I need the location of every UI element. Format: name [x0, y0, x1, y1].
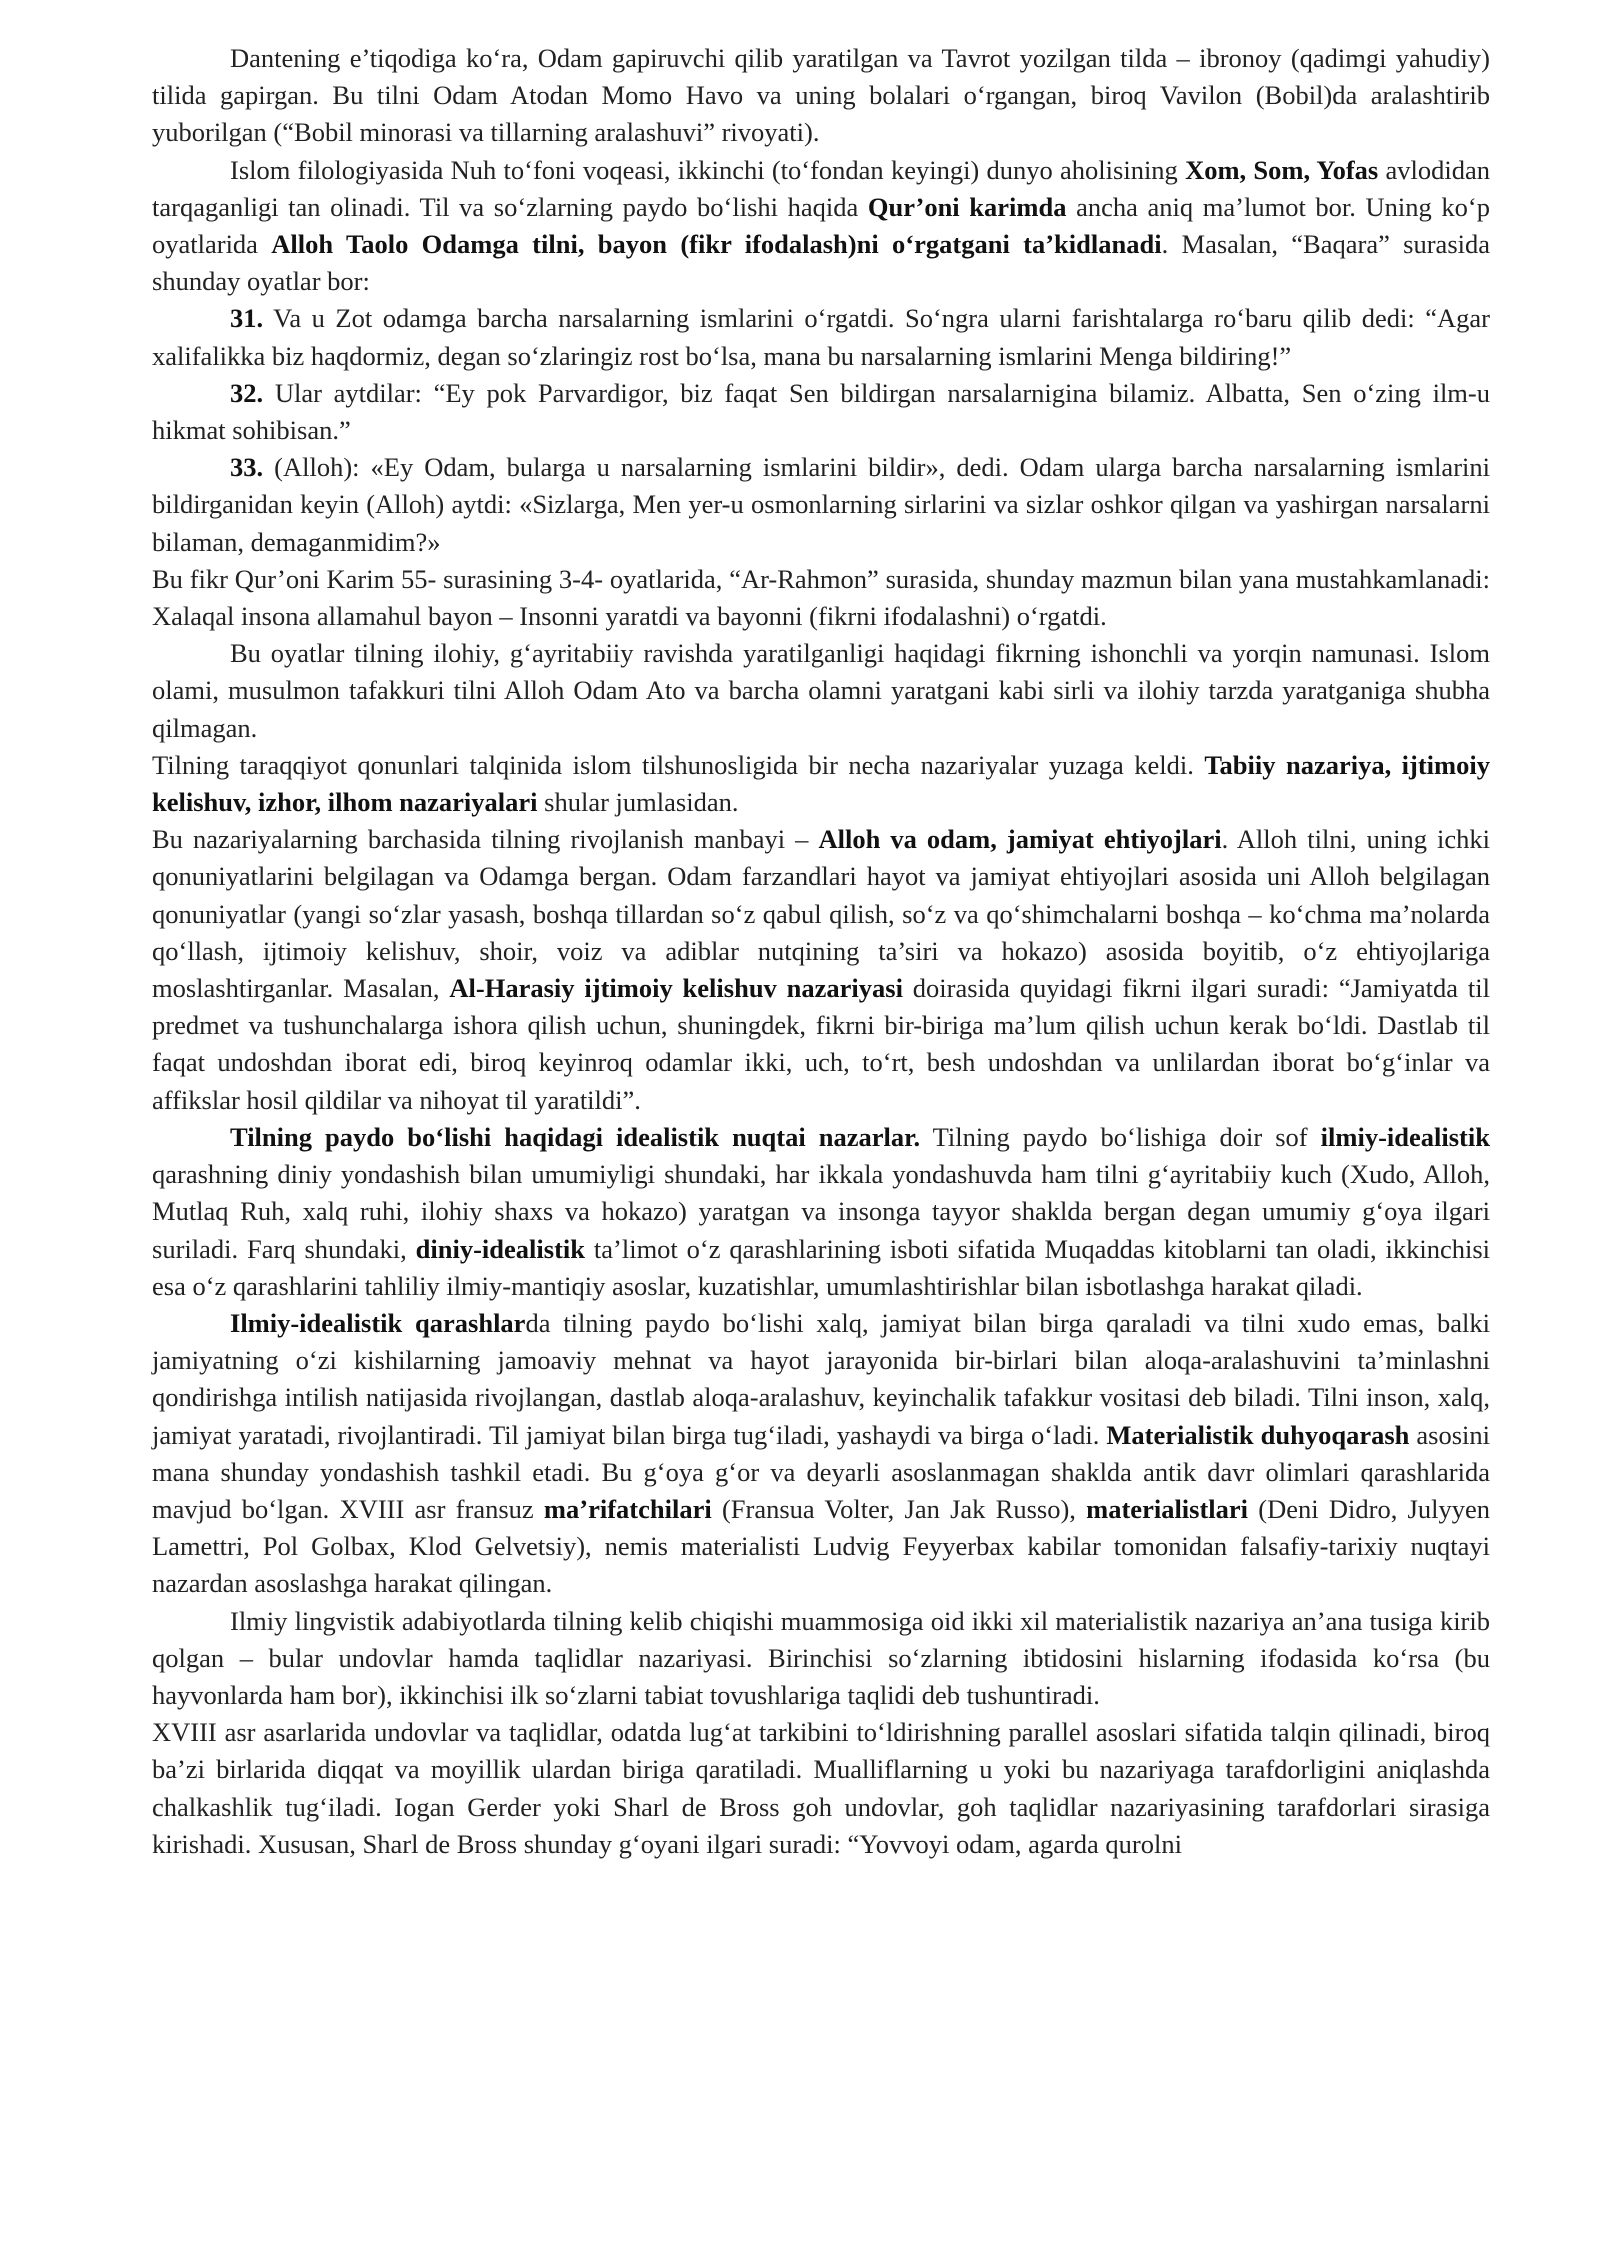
text-run: shular jumlasidan.	[537, 787, 739, 818]
bold-phrase: Alloh va odam, jamiyat ehtiyojlari	[818, 824, 1222, 855]
paragraph	[152, 449, 1490, 561]
text-run: qarashning diniy yondashish bilan umumiyligi shundaki, har ikkala yondashuvda ham tilni g‘ayritabiiy kuch (Xudo, Alloh, Mutlaq Ruh, xalq ruhi, ilohiy shaxs va hokazo) yaratgan va insonga tayyor shaklda bergan degan umumiy g‘oya ilgari suriladi. Farq shundaki,	[152, 1159, 1490, 1264]
bold-phrase: materialistlari	[1086, 1493, 1249, 1524]
paragraph	[152, 40, 1490, 152]
bold-phrase: 33.	[230, 452, 264, 483]
paragraph	[152, 300, 1490, 374]
bold-phrase: Qur’oni karimda	[867, 191, 1067, 222]
paragraph	[152, 1714, 1490, 1863]
bold-phrase: diniy-idealistik	[415, 1233, 586, 1264]
text-run: Bu nazariyalarning barchasida tilning rivojlanish manbayi –	[152, 824, 819, 855]
text-run: ancha aniq ma’lumot bor. Uning ko‘p oyatlarida	[152, 191, 1490, 260]
text-run: Tilning paydo bo‘lishiga doir sof	[920, 1121, 1321, 1152]
bold-phrase: Tilning paydo bo‘lishi haqidagi idealistik nuqtai nazarlar.	[230, 1121, 921, 1152]
bold-phrase: 31.	[230, 303, 264, 334]
text-run: Ular aytdilar: “Ey pok Parvardigor, biz faqat Sen bildirgan narsalarnigina bilamiz. Albatta, Sen o‘zing ilm-u hikmat sohibisan.”	[152, 377, 1490, 446]
bold-phrase: Xom, Som, Yofas	[1185, 154, 1379, 185]
text-run: Ilmiy lingvistik adabiyotlarda tilning kelib chiqishi muammosiga oid ikki xil materialistik nazariya an’ana tusiga kirib qolgan – bular undovlar hamda taqlidlar nazariyasi. Birinchisi so‘zlarning ibtidosini hislarning ifodasida ko‘rsa (bu hayvonlarda ham bor), ikkinchisi ilk so‘zlarni tabiat tovushlariga taqlidi deb tushuntiradi.	[152, 1605, 1490, 1710]
text-run: asosini mana shunday yondashish tashkil etadi. Bu g‘oya g‘or va deyarli asoslanmagan shaklda antik davr olimlari qarashlarida mavjud bo‘lgan. XVIII asr fransuz	[152, 1419, 1491, 1524]
paragraph	[152, 747, 1490, 821]
text-run: da tilning paydo bo‘lishi xalq, jamiyat bilan birga qaraladi va tilni xudo emas, balki jamiyatning o‘zi kishilarning jamoaviy mehnat va hayot jarayonida bir-birlari bilan aloqa-aralashuvini ta’minlashni qondirishga intilish natijasida rivojlangan, dastlab aloqa-aralashuv, keyinchalik tafakkur vositasi deb biladi. Tilni inson, xalq, jamiyat yaratadi, rivojlantiradi. Til jamiyat bilan birga tug‘iladi, yashaydi va birga o‘ladi.	[152, 1307, 1490, 1450]
text-run: (Fransua Volter, Jan Jak Russo),	[711, 1493, 1087, 1524]
text-run: Bu oyatlar tilning ilohiy, g‘ayritabiiy ravishda yaratilganligi haqidagi fikrning ishonchli va yorqin namunasi. Islom olami, musulmon tafakkuri tilni Alloh Odam Ato va barcha olamni yaratgani kabi sirli va ilohiy tarzda yaratganiga shubha qilmagan.	[152, 638, 1490, 743]
bold-phrase: Alloh Taolo Odamga tilni, bayon (fikr ifodalash)ni o‘rgatgani ta’kidlanadi	[271, 229, 1162, 260]
paragraph	[152, 635, 1490, 747]
text-run: Tilning taraqqiyot qonunlari talqinida islom tilshunosligida bir necha nazariyalar yuzaga keldi.	[152, 749, 1205, 780]
paragraph	[152, 375, 1490, 449]
text-run: Islom filologiyasida Nuh to‘foni voqeasi, ikkinchi (to‘fondan keyingi) dunyo aholisining	[230, 154, 1186, 185]
bold-phrase: Tabiiy nazariya, ijtimoiy kelishuv, izhor, ilhom nazariyalari	[152, 749, 1490, 818]
text-run: XVIII asr asarlarida undovlar va taqlidlar, odatda lug‘at tarkibini to‘ldirishning parallel asoslari sifatida talqin qilinadi, biroq ba’zi birlarida diqqat va moyillik ulardan biriga qaratiladi. Mualliflarning u yoki bu nazariyaga tarafdorligini aniqlashda chalkashlik tug‘iladi. Iogan Gerder yoki Sharl de Bross goh undovlar, goh taqlidlar nazariyasining tarafdorlari sirasiga kirishadi. Xususan, Sharl de Bross shunday g‘oyani ilgari suradi: “Yovvoyi odam, agarda qurolni	[152, 1717, 1490, 1859]
paragraph	[152, 561, 1490, 635]
paragraph	[152, 1603, 1490, 1715]
text-run: (Alloh): «Ey Odam, bularga u narsalarning ismlarini bildir», dedi. Odam ularga barcha narsalarning ismlarini bildirganidan keyin (Alloh) aytdi: «Sizlarga, Men yer-u osmonlarning sirlarini va sizlar oshkor qilgan va yashirgan narsalarni bilaman, demaganmidim?»	[152, 452, 1490, 557]
text-run: avlodidan tarqaganligi tan olinadi. Til va so‘zlarning paydo bo‘lishi haqida	[152, 154, 1490, 222]
bold-phrase: Al-Harasiy ijtimoiy kelishuv nazariyasi	[449, 973, 903, 1004]
text-run: doirasida quyidagi fikrni ilgari suradi: “Jamiyatda til predmet va tushunchalarga ishora qilish uchun, shuningdek, fikrni bir-biriga ma’lum qilish uchun kerak bo‘ldi. Dastlab til faqat undoshdan iborat edi, biroq keyinroq odamlar ikki, uch, to‘rt, besh undoshdan va unlilardan iborat bo‘g‘inlar va affikslar hosil qildilar va nihoyat til yaratildi”.	[152, 973, 1490, 1115]
text-run: (Deni Didro, Julyyen Lamettri, Pol Golbax, Klod Gelvetsiy), nemis materialisti Ludvig Feyyerbax kabilar tomonidan falsafiy-tarixiy nuqtayi nazardan asoslashga harakat qilingan.	[152, 1493, 1490, 1599]
text-run: ta’limot o‘z qarashlarining isboti sifatida Muqaddas kitoblarni tan oladi, ikkinchisi esa o‘z qarashlarini tahliliy ilmiy-mantiqiy asoslar, kuzatishlar, umumlashtirishlar bilan isbotlashga harakat qiladi.	[152, 1233, 1491, 1301]
bold-phrase: ilmiy-idealistik	[1320, 1121, 1490, 1152]
text-run: Va u Zot odamga barcha narsalarning ismlarini o‘rgatdi. So‘ngra ularni farishtalarga ro‘baru qilib dedi: “Agar xalifalikka biz haqdormiz, degan so‘zlaringiz rost bo‘lsa, mana bu narsalarning ismlarini Menga bildiring!”	[152, 303, 1490, 371]
text-run: . Masalan, “Baqara” surasida shunday oyatlar bor:	[152, 229, 1491, 297]
paragraph	[152, 152, 1490, 301]
text-run: Dantening e’tiqodiga ko‘ra, Odam gapiruvchi qilib yaratilgan va Tavrot yozilgan tilda – ibronoy (qadimgi yahudiy) tilida gapirgan. Bu tilni Odam Atodan Momo Havo va uning bolalari o‘rgangan, biroq Vavilon (Bobil)da aralashtirib yuborilgan (“Bobil minorasi va tillarning aralashuvi” rivoyati).	[152, 43, 1490, 148]
paragraph	[152, 1305, 1490, 1603]
bold-phrase: Materialistik duhyoqarash	[1106, 1419, 1410, 1450]
paragraph	[152, 1119, 1490, 1305]
text-run: . Alloh tilni, uning ichki qonuniyatlarini belgilagan va Odamga bergan. Odam farzandlari hayot va jamiyat ehtiyojlari asosida uni Alloh belgilagan qonuniyatlar (yangi so‘zlar yasash, boshqa tillardan so‘z qabul qilish, so‘z va qo‘shimchalarni boshqa – ko‘chma ma’nolarda qo‘llash, ijtimoiy kelishuv, shoir, voiz va adiblar nutqining ta’siri va hokazo) asosida boyitib, o‘z ehtiyojlariga moslashtirganlar. Masalan,	[152, 824, 1491, 1004]
bold-phrase: 32.	[230, 377, 264, 408]
paragraph	[152, 821, 1490, 1119]
bold-phrase: Ilmiy-idealistik qarashlar	[230, 1307, 526, 1338]
text-run: Bu fikr Qur’oni Karim 55- surasining 3-4- oyatlarida, “Ar-Rahmon” surasida, shunday mazmun bilan yana mustahkamlanadi: Xalaqal insona allamahul bayon – Insonni yaratdi va bayonni (fikrni ifodalashni) o‘rgatdi.	[152, 563, 1490, 632]
bold-phrase: ma’rifatchilari	[543, 1493, 712, 1524]
document-page	[152, 40, 1490, 1863]
